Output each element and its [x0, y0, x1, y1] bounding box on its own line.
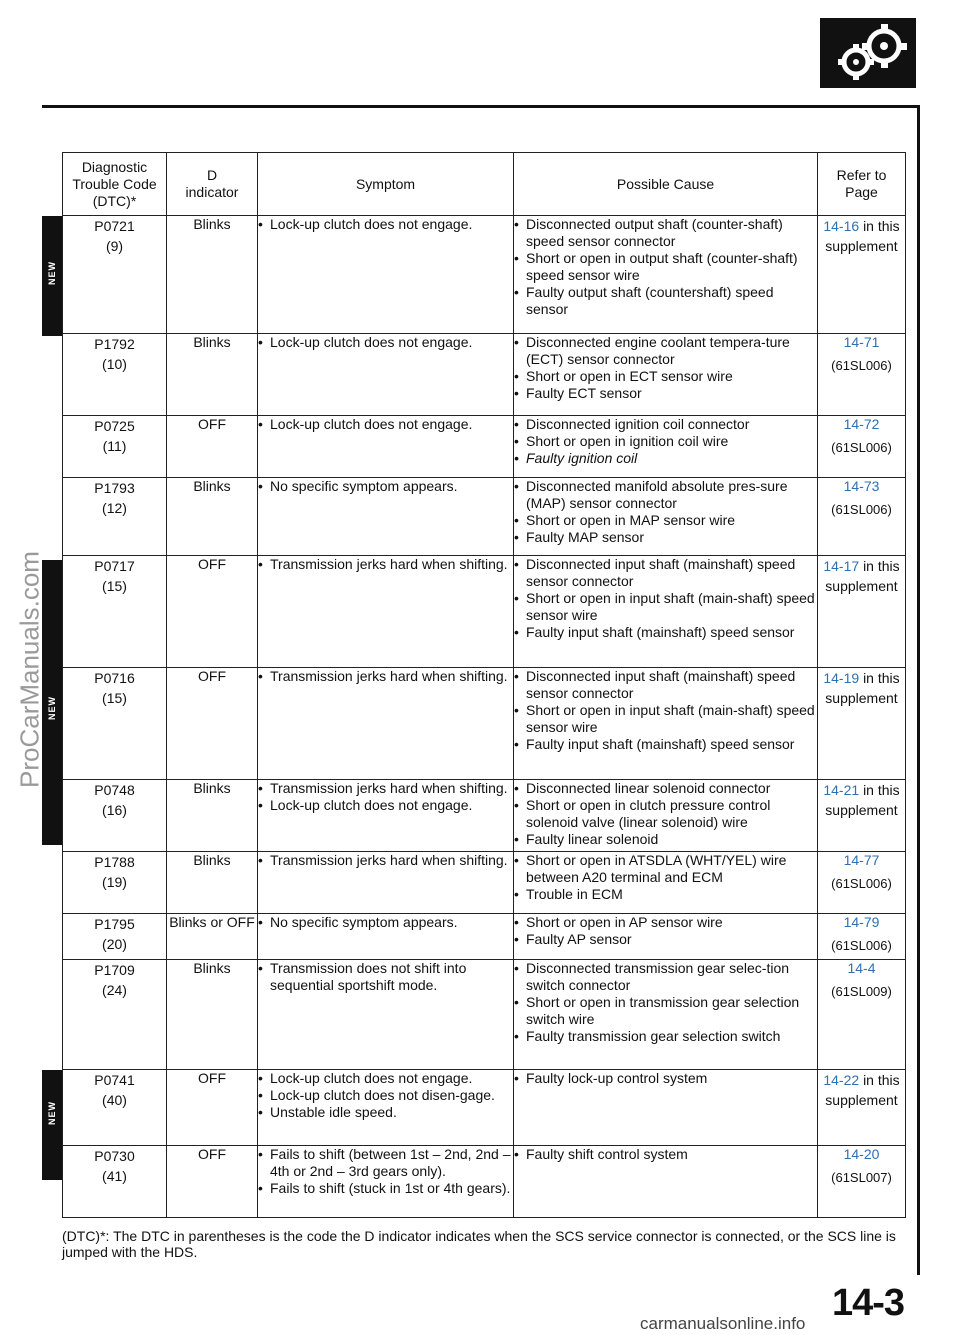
cause-item: • Short or open in ECT sensor wire	[514, 368, 817, 385]
cause-item: • Disconnected output shaft (counter-shaft) speed sensor connector	[514, 216, 817, 250]
dtc-alt-code: (41)	[102, 1168, 127, 1184]
symptom-item: • Transmission jerks hard when shifting.	[258, 668, 513, 685]
dtc-code: P1792	[94, 336, 135, 352]
table-header-row	[63, 153, 906, 216]
dtc-code-cell	[63, 478, 167, 556]
ref-link[interactable]: 14-72	[843, 416, 880, 432]
cause-item: • Short or open in input shaft (main-shaft) speed sensor wire	[514, 590, 817, 624]
dtc-code-cell	[63, 334, 167, 416]
ref-note: (61SL006)	[831, 440, 892, 455]
new-tag: NEW	[47, 1101, 57, 1125]
dtc-code-cell	[63, 914, 167, 960]
dtc-code: P0717	[94, 558, 135, 574]
cause-cell	[514, 1070, 818, 1146]
indicator-cell: Blinks	[167, 852, 258, 914]
indicator-cell: Blinks	[167, 478, 258, 556]
ref-note: in this supplement	[825, 670, 900, 706]
ref-note: in this supplement	[825, 782, 900, 818]
cause-cell	[514, 852, 818, 914]
dtc-alt-code: (15)	[102, 578, 127, 594]
cause-cell	[514, 334, 818, 416]
header-indicator: D indicator	[167, 153, 258, 216]
symptom-item: • Transmission does not shift into sequential sportshift mode.	[258, 960, 513, 994]
header-ref: Refer to Page	[818, 153, 906, 216]
dtc-code-cell	[63, 216, 167, 334]
ref-link[interactable]: 14-73	[843, 478, 880, 494]
dtc-code: P0721	[94, 218, 135, 234]
dtc-alt-code: (24)	[102, 982, 127, 998]
table-row	[63, 668, 906, 780]
table-row	[63, 1070, 906, 1146]
symptom-item: • Lock-up clutch does not disen-gage.	[258, 1087, 513, 1104]
symptom-cell	[258, 1070, 514, 1146]
dtc-code: P1709	[94, 962, 135, 978]
ref-link[interactable]: 14-22	[823, 1072, 860, 1088]
symptom-cell	[258, 216, 514, 334]
dtc-alt-code: (40)	[102, 1092, 127, 1108]
cause-item: • Faulty output shaft (countershaft) speed sensor	[514, 284, 817, 318]
indicator-cell: Blinks	[167, 334, 258, 416]
symptom-cell	[258, 668, 514, 780]
ref-note: in this supplement	[825, 1072, 900, 1108]
dtc-code-cell	[63, 780, 167, 852]
ref-cell	[818, 780, 906, 852]
dtc-code-cell	[63, 668, 167, 780]
cause-item: • Faulty ignition coil	[514, 450, 817, 467]
table-row	[63, 780, 906, 852]
dtc-code-cell	[63, 416, 167, 478]
ref-note: (61SL007)	[831, 1170, 892, 1185]
dtc-code: P0730	[94, 1148, 135, 1164]
ref-link[interactable]: 14-77	[843, 852, 880, 868]
cause-cell	[514, 1146, 818, 1218]
cause-item: • Short or open in output shaft (counter-shaft) speed sensor wire	[514, 250, 817, 284]
dtc-alt-code: (11)	[102, 438, 127, 454]
cause-item: • Faulty transmission gear selection switch	[514, 1028, 817, 1045]
footnote: (DTC)*: The DTC in parentheses is the code the D indicator indicates when the SCS service connector is connected, or the SCS line is jumped with the HDS.	[62, 1228, 896, 1260]
symptom-cell	[258, 960, 514, 1070]
dtc-code: P0716	[94, 670, 135, 686]
symptom-item: • Lock-up clutch does not engage.	[258, 416, 513, 433]
cause-cell	[514, 478, 818, 556]
indicator-cell: OFF	[167, 1070, 258, 1146]
symptom-item: • Fails to shift (between 1st – 2nd, 2nd – 4th or 2nd – 3rd gears only).	[258, 1146, 513, 1180]
header-symptom: Symptom	[258, 153, 514, 216]
ref-cell	[818, 216, 906, 334]
dtc-alt-code: (19)	[102, 874, 127, 890]
symptom-cell	[258, 416, 514, 478]
cause-cell	[514, 914, 818, 960]
symptom-cell	[258, 334, 514, 416]
top-rule	[42, 105, 917, 108]
cause-cell	[514, 960, 818, 1070]
table-row	[63, 478, 906, 556]
header-dtc: Diagnostic Trouble Code (DTC)*	[63, 153, 167, 216]
table-row	[63, 416, 906, 478]
cause-cell	[514, 416, 818, 478]
cause-item: • Disconnected engine coolant tempera-ture (ECT) sensor connector	[514, 334, 817, 368]
page-number: 14-3	[832, 1282, 905, 1324]
ref-cell	[818, 478, 906, 556]
ref-cell	[818, 1070, 906, 1146]
ref-link[interactable]: 14-71	[843, 334, 880, 350]
dtc-alt-code: (16)	[102, 802, 127, 818]
cause-item: • Disconnected manifold absolute pres-sure (MAP) sensor connector	[514, 478, 817, 512]
table-row	[63, 556, 906, 668]
symptom-item: • Fails to shift (stuck in 1st or 4th gears).	[258, 1180, 513, 1197]
header-cause: Possible Cause	[514, 153, 818, 216]
cause-item: • Faulty lock-up control system	[514, 1070, 817, 1087]
table-row	[63, 960, 906, 1070]
cause-item: • Disconnected transmission gear selec-tion switch connector	[514, 960, 817, 994]
ref-link[interactable]: 14-20	[843, 1146, 880, 1162]
dtc-code: P0748	[94, 782, 135, 798]
dtc-alt-code: (20)	[102, 936, 127, 952]
cause-item: • Disconnected input shaft (mainshaft) speed sensor connector	[514, 668, 817, 702]
ref-note: (61SL006)	[831, 358, 892, 373]
table-row	[63, 216, 906, 334]
cause-item: • Faulty shift control system	[514, 1146, 817, 1163]
new-tag: NEW	[47, 261, 57, 285]
ref-note: (61SL009)	[831, 984, 892, 999]
cause-item: • Trouble in ECM	[514, 886, 817, 903]
symptom-cell	[258, 478, 514, 556]
new-tag: NEW	[47, 696, 57, 720]
ref-link[interactable]: 14-16	[823, 218, 860, 234]
watermark-bottom: carmanualsonline.info	[640, 1314, 806, 1333]
ref-note: (61SL006)	[831, 876, 892, 891]
ref-link[interactable]: 14-17	[823, 558, 860, 574]
cause-item: • Disconnected input shaft (mainshaft) speed sensor connector	[514, 556, 817, 590]
symptom-cell	[258, 556, 514, 668]
cause-item: • Short or open in clutch pressure control solenoid valve (linear solenoid) wire	[514, 797, 817, 831]
symptom-item: • No specific symptom appears.	[258, 478, 513, 495]
cause-cell	[514, 556, 818, 668]
symptom-item: • Lock-up clutch does not engage.	[258, 334, 513, 351]
ref-note: (61SL006)	[831, 938, 892, 953]
table-row	[63, 334, 906, 416]
ref-link[interactable]: 14-4	[847, 960, 876, 976]
symptom-cell	[258, 852, 514, 914]
indicator-cell: OFF	[167, 416, 258, 478]
cause-item: • Faulty linear solenoid	[514, 831, 817, 848]
ref-cell	[818, 556, 906, 668]
cause-item: • Short or open in transmission gear selection switch wire	[514, 994, 817, 1028]
dtc-table	[62, 152, 906, 1218]
ref-link[interactable]: 14-19	[823, 670, 860, 686]
dtc-code-cell	[63, 960, 167, 1070]
ref-link[interactable]: 14-79	[843, 914, 880, 930]
table-row	[63, 852, 906, 914]
cause-cell	[514, 216, 818, 334]
cause-cell	[514, 668, 818, 780]
cause-cell	[514, 780, 818, 852]
cause-item: • Short or open in ignition coil wire	[514, 433, 817, 450]
ref-cell	[818, 416, 906, 478]
symptom-item: • Transmission jerks hard when shifting.	[258, 780, 513, 797]
indicator-cell: OFF	[167, 1146, 258, 1218]
watermark-side: ProCarManuals.com	[14, 551, 45, 789]
indicator-cell: Blinks	[167, 216, 258, 334]
cause-item: • Faulty input shaft (mainshaft) speed sensor	[514, 624, 817, 641]
dtc-code: P0741	[94, 1072, 135, 1088]
cause-item: • Faulty input shaft (mainshaft) speed sensor	[514, 736, 817, 753]
symptom-item: • Lock-up clutch does not engage.	[258, 216, 513, 233]
cause-item: • Short or open in AP sensor wire	[514, 914, 817, 931]
cause-item: • Disconnected linear solenoid connector	[514, 780, 817, 797]
symptom-item: • Lock-up clutch does not engage.	[258, 797, 513, 814]
ref-cell	[818, 852, 906, 914]
dtc-code: P1795	[94, 916, 135, 932]
indicator-cell: Blinks	[167, 960, 258, 1070]
ref-note: in this supplement	[825, 558, 900, 594]
ref-cell	[818, 334, 906, 416]
indicator-cell: OFF	[167, 556, 258, 668]
cause-item: • Disconnected ignition coil connector	[514, 416, 817, 433]
cause-item: • Short or open in input shaft (main-shaft) speed sensor wire	[514, 702, 817, 736]
symptom-item: • Lock-up clutch does not engage.	[258, 1070, 513, 1087]
cause-item: • Short or open in ATSDLA (WHT/YEL) wire between A20 terminal and ECM	[514, 852, 817, 886]
symptom-item: • Transmission jerks hard when shifting.	[258, 852, 513, 869]
ref-cell	[818, 960, 906, 1070]
dtc-alt-code: (10)	[102, 356, 127, 372]
cause-item: • Faulty MAP sensor	[514, 529, 817, 546]
indicator-cell: Blinks or OFF	[167, 914, 258, 960]
dtc-alt-code: (15)	[102, 690, 127, 706]
cause-item: • Faulty AP sensor	[514, 931, 817, 948]
dtc-code-cell	[63, 1070, 167, 1146]
indicator-cell: OFF	[167, 668, 258, 780]
ref-note: (61SL006)	[831, 502, 892, 517]
dtc-code: P1793	[94, 480, 135, 496]
dtc-code: P1788	[94, 854, 135, 870]
dtc-code: P0725	[94, 418, 135, 434]
indicator-cell: Blinks	[167, 780, 258, 852]
dtc-code-cell	[63, 852, 167, 914]
cause-item: • Short or open in MAP sensor wire	[514, 512, 817, 529]
table-row	[63, 914, 906, 960]
cause-item: • Faulty ECT sensor	[514, 385, 817, 402]
dtc-code-cell	[63, 1146, 167, 1218]
gears-icon	[820, 18, 916, 88]
ref-cell	[818, 914, 906, 960]
ref-link[interactable]: 14-21	[823, 782, 860, 798]
ref-cell	[818, 668, 906, 780]
symptom-cell	[258, 780, 514, 852]
ref-cell	[818, 1146, 906, 1218]
symptom-cell	[258, 1146, 514, 1218]
dtc-alt-code: (9)	[105, 238, 124, 254]
dtc-alt-code: (12)	[102, 500, 127, 516]
symptom-cell	[258, 914, 514, 960]
ref-note: in this supplement	[825, 218, 900, 254]
right-rule	[917, 105, 920, 1275]
table-row	[63, 1146, 906, 1218]
symptom-item: • Transmission jerks hard when shifting.	[258, 556, 513, 573]
dtc-code-cell	[63, 556, 167, 668]
symptom-item: • Unstable idle speed.	[258, 1104, 513, 1121]
symptom-item: • No specific symptom appears.	[258, 914, 513, 931]
